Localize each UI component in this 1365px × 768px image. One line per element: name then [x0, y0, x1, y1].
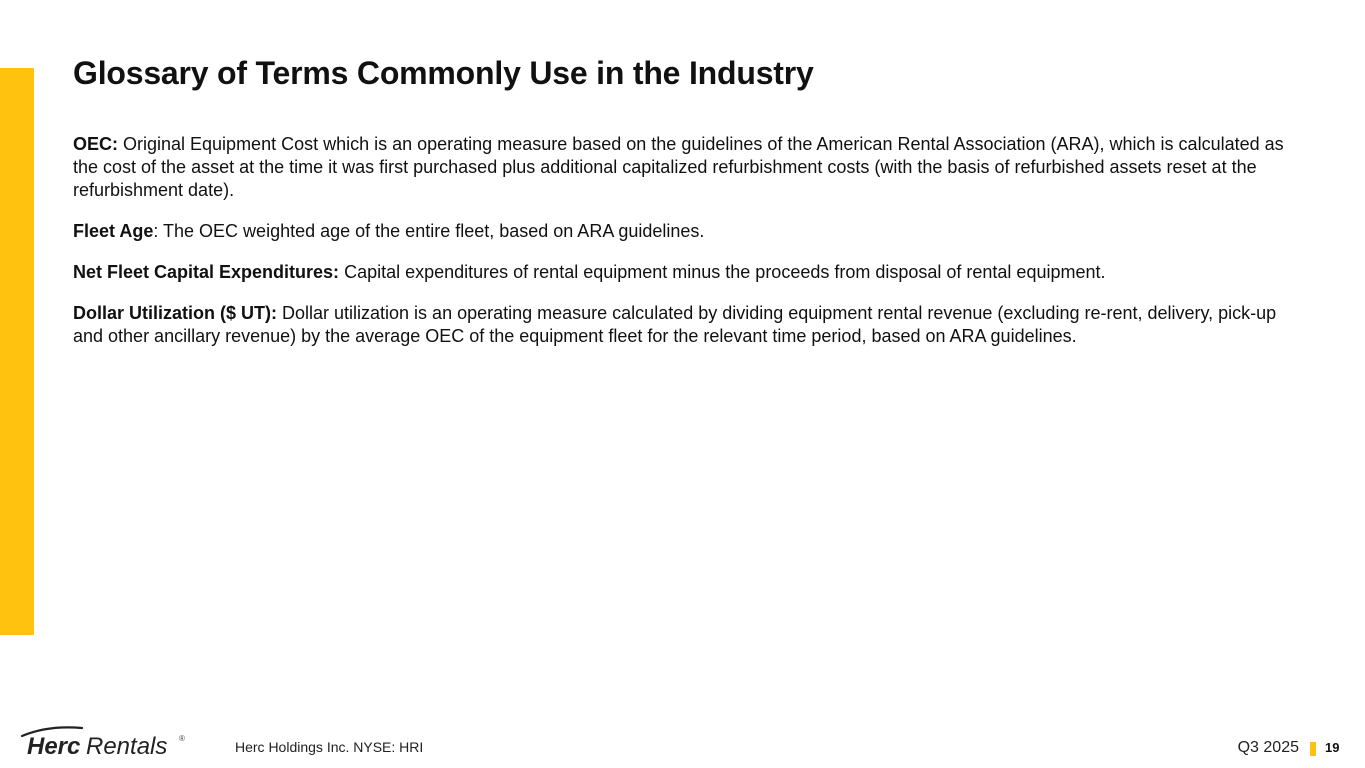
glossary-term: Fleet Age	[73, 221, 154, 241]
glossary-entry-dollar-utilization	[73, 302, 1303, 348]
registered-mark: ®	[179, 734, 185, 743]
glossary-entry-fleet-age	[73, 220, 1303, 243]
page-title: Glossary of Terms Commonly Use in the Industry	[73, 55, 814, 91]
logo-herc-text: Herc	[27, 733, 81, 760]
glossary-definition: Dollar utilization is an operating measure calculated by dividing equipment rental revenue (excluding re-rent, delivery, pick-up and other ancillary revenue) by the average OEC of the equipment fleet for the relevant time period, based on ARA guidelines.	[73, 303, 1277, 346]
left-accent-bar	[0, 68, 34, 635]
company-ticker: Herc Holdings Inc. NYSE: HRI	[235, 739, 424, 755]
page-number-accent	[1310, 742, 1316, 756]
page-number: 19	[1325, 740, 1340, 755]
herc-rentals-logo	[18, 724, 190, 760]
glossary-entry-oec	[73, 133, 1303, 202]
glossary-list	[73, 133, 1303, 366]
glossary-term: Net Fleet Capital Expenditures:	[73, 262, 340, 282]
glossary-definition: Capital expenditures of rental equipment minus the proceeds from disposal of rental equipment.	[339, 262, 1106, 282]
glossary-entry-net-fleet-capex	[73, 261, 1303, 284]
glossary-definition: Original Equipment Cost which is an operating measure based on the guidelines of the American Rental Association (ARA), which is calculated as the cost of the asset at the time it was first purchased plus additional capitalized refurbishment costs (with the basis of refurbished assets reset at the refurbishment date).	[73, 134, 1284, 200]
glossary-definition: : The OEC weighted age of the entire fleet, based on ARA guidelines.	[153, 221, 705, 241]
report-period: Q3 2025	[1237, 739, 1299, 756]
glossary-term: Dollar Utilization ($ UT):	[73, 303, 277, 323]
logo-rentals-text: Rentals	[86, 733, 168, 760]
glossary-term: OEC:	[73, 134, 118, 154]
